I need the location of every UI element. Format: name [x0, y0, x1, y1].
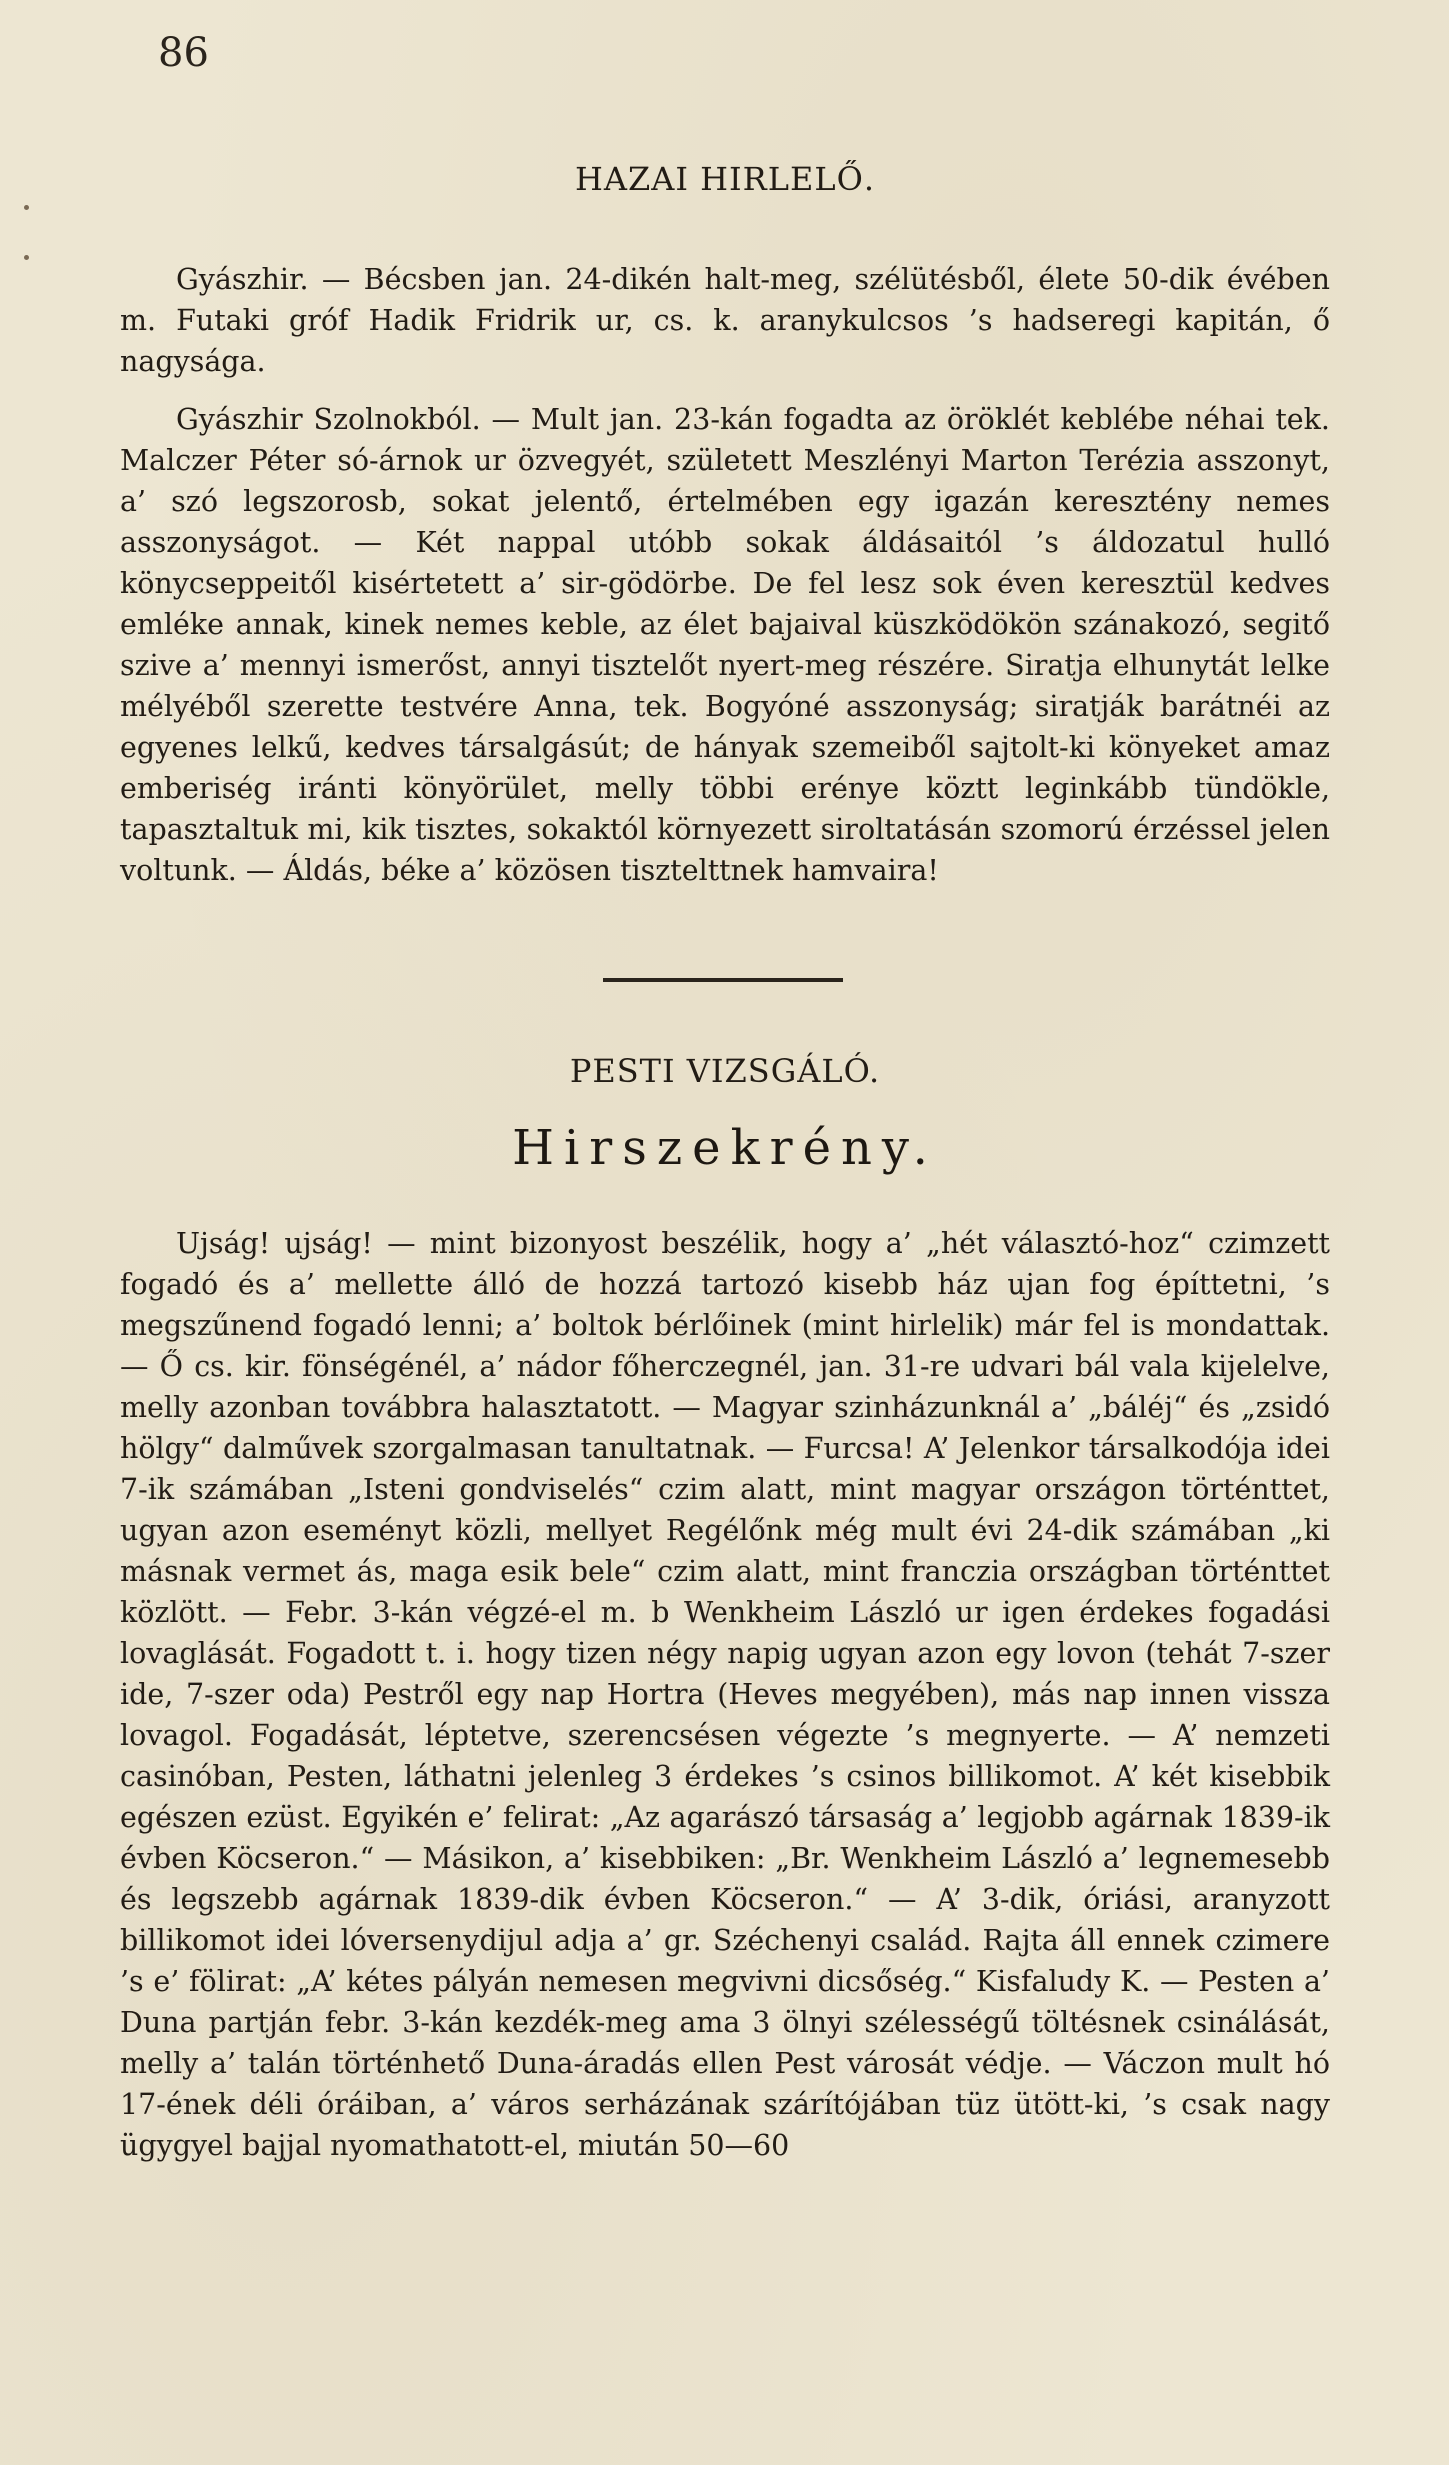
margin-speck: [24, 255, 29, 260]
rubric-hirszekreny: Hirszekrény.: [512, 1120, 938, 1176]
paragraph-hirszekreny-news: Ujság! ujság! — mint bizonyost beszélik, hogy a’ „hét választó-hoz“ czimzett fogadó és a’ mellette álló de hozzá tartozó kisebb ház ujan fog építtetni, ’s megszűnend fogadó lenni; a’ boltok bérlőinek (mint hirlelik) már fel is mondattak. — Ő cs. kir. fönségénél, a’ nádor főherczegnél, jan. 31-re udvari bál vala kijelelve, melly azonban továbbra halasztatott. — Magyar szinházunknál a’ „báléj“ és „zsidó hölgy“ dalművek szorgalmasan tanultatnak. — Furcsa! A’ Jelenkor társalkodója idei 7-ik számában „Isteni gondviselés“ czim alatt, mint magyar országon történttet, ugyan azon eseményt közli, mellyet Regélőnk még mult évi 24-dik számában „ki másnak vermet ás, maga esik bele“ czim alatt, mint franczia országban történttet közlött. — Febr. 3-kán végzé-el m. b Wenkheim László ur igen érdekes fogadási lovaglását. Fogadott t. i. hogy tizen négy napig ugyan azon egy lovon (tehát 7-szer ide, 7-szer oda) Pestről egy nap Hortra (Heves megyében), más nap innen vissza lovagol. Fogadását, léptetve, szerencsésen végezte ’s megnyerte. — A’ nemzeti casinóban, Pesten, láthatni jelenleg 3 érdekes ’s csinos billikomot. A’ két kisebbik egészen ezüst. Egyikén e’ felirat: „Az agarászó társaság a’ legjobb agárnak 1839-ik évben Köcseron.“ — Másikon, a’ kisebbiken: „Br. Wenkheim László a’ legnemesebb és legszebb agárnak 1839-dik évben Köcseron.“ — A’ 3-dik, óriási, aranyzott billikomot idei lóversenydijul adja a’ gr. Széchenyi család. Rajta áll ennek czimere ’s e’ fölirat: „A’ kétes pályán nemesen megvivni dicsőség.“ Kisfaludy K. — Pesten a’ Duna partján febr. 3-kán kezdék-meg ama 3 ölnyi szélességű töltésnek csinálását, melly a’ talán történhető Duna-áradás ellen Pest városát védje. — Váczon mult hó 17-ének déli óráiban, a’ város serházának szárítójában tüz ütött-ki, ’s csak nagy ügygyel bajjal nyomathatott-el, miután 50—60: [120, 1226, 1330, 2162]
paragraph-gyaszhir-becs: Gyászhir. — Bécsben jan. 24-dikén halt-meg, szélütésből, élete 50-dik évében m. Futaki gróf Hadik Fridrik ur, cs. k. aranykulcsos ’s hadseregi kapitán, ő nagysága.: [120, 262, 1330, 378]
section-heading-hazai-hirlelo: HAZAI HIRLELŐ.: [574, 160, 876, 198]
paragraph-gyaszhir-szolnok: Gyászhir Szolnokból. — Mult jan. 23-kán fogadta az öröklét keblébe néhai tek. Malczer Péter só-árnok ur özvegyét, született Meszlényi Marton Terézia asszonyt, a’ szó legszorosb, sokat jelentő, értelmében egy igazán keresztény nemes asszonyságot. — Két nappal utóbb sokak áldásaitól ’s áldozatul hulló könycseppeitől kisértetett a’ sir-gödörbe. De fel lesz sok éven keresztül kedves emléke annak, kinek nemes keble, az élet bajaival küszködökön szánakozó, segitő szive a’ mennyi ismerőst, annyi tisztelőt nyert-meg részére. Siratja elhunytát lelke mélyéből szerette testvére Anna, tek. Bogyóné asszonyság; siratják barátnéi az egyenes lelkű, kedves társalgásút; de hányak szemeiből sajtolt-ki könyeket amaz emberiség iránti könyörület, melly többi erénye köztt leginkább tündökle, tapasztaltuk mi, kik tisztes, sokaktól környezett siroltatásán szomorú érzéssel jelen voltunk. — Áldás, béke a’ közösen tisztelttnek hamvaira!: [120, 402, 1330, 887]
section-heading-pesti-vizsgalo: PESTI VIZSGÁLÓ.: [569, 1052, 881, 1090]
section-divider-rule: [603, 978, 843, 982]
margin-speck: [24, 205, 29, 210]
page-number: 86: [158, 30, 209, 76]
